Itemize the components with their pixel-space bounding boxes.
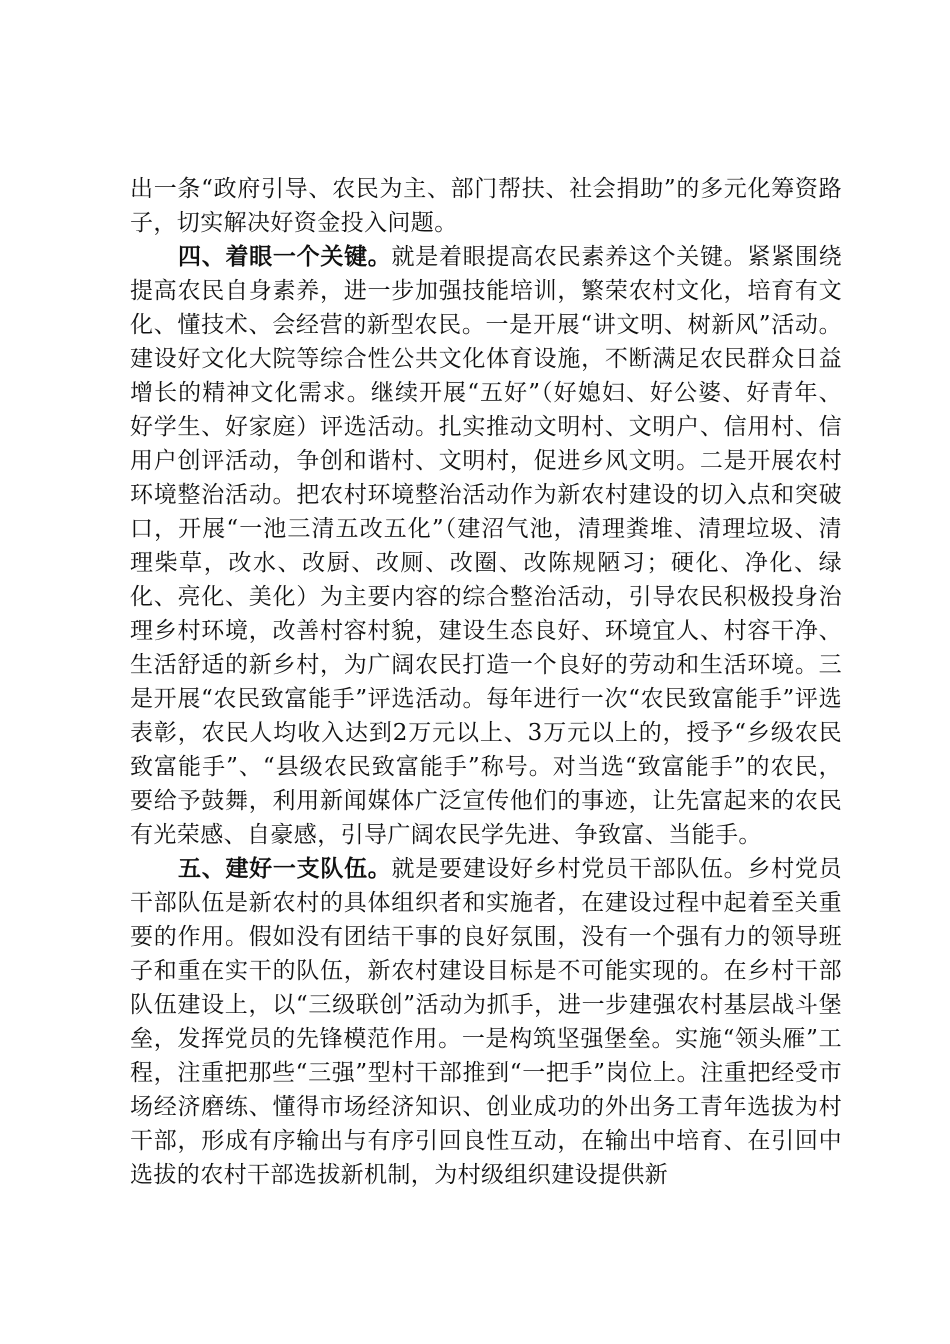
paragraph-section-four — [130, 240, 842, 852]
section-heading-four: 四、着眼一个关键。 — [178, 243, 392, 270]
document-page — [130, 172, 842, 1192]
section-heading-five: 五、建好一支队伍。 — [178, 855, 392, 882]
paragraph-section-five — [130, 852, 842, 1192]
paragraph-continuation — [130, 172, 842, 240]
paragraph-body: 就是要建设好乡村党员干部队伍。乡村党员干部队伍是新农村的具体组织者和实施者，在建设过程中起着至关重要的作用。假如没有团结干事的良好氛围，没有一个强有力的领导班子和重在实干的队伍，新农村建设目标是不可能实现的。在乡村干部队伍建设上，以“三级联创”活动为抓手，进一步建强农村基层战斗堡垒，发挥党员的先锋模范作用。一是构筑坚强堡垒。实施“领头雁”工程，注重把那些“三强”型村干部推到“一把手”岗位上。注重把经受市场经济磨练、懂得市场经济知识、创业成功的外出务工青年选拔为村干部，形成有序输出与有序引回良性互动，在输出中培育、在引回中选拔的农村干部选拔新机制，为村级组织建设提供新 — [130, 856, 842, 1188]
paragraph-body: 出一条“政府引导、农民为主、部门帮扶、社会捐助”的多元化筹资路子，切实解决好资金投入问题。 — [130, 176, 842, 236]
paragraph-body: 就是着眼提高农民素养这个关键。紧紧围绕提高农民自身素养，进一步加强技能培训，繁荣农村文化，培育有文化、懂技术、会经营的新型农民。一是开展“讲文明、树新风”活动。建设好文化大院等综合性公共文化体育设施，不断满足农民群众日益增长的精神文化需求。继续开展“五好”（好媳妇、好公婆、好青年、好学生、好家庭）评选活动。扎实推动文明村、文明户、信用村、信用户创评活动，争创和谐村、文明村，促进乡风文明。二是开展农村环境整治活动。把农村环境整治活动作为新农村建设的切入点和突破口，开展“一池三清五改五化”（建沼气池，清理粪堆、清理垃圾、清理柴草，改水、改厨、改厕、改圈、改陈规陋习；硬化、净化、绿化、亮化、美化）为主要内容的综合整治活动，引导农民积极投身治理乡村环境，改善村容村貌，建设生态良好、环境宜人、村容干净、生活舒适的新乡村，为广阔农民打造一个良好的劳动和生活环境。三是开展“农民致富能手”评选活动。每年进行一次“农民致富能手”评选表彰，农民人均收入达到2万元以上、3万元以上的，授予“乡级农民致富能手”、“县级农民致富能手”称号。对当选“致富能手”的农民，要给予鼓舞，利用新闻媒体广泛宣传他们的事迹，让先富起来的农民有光荣感、自豪感，引导广阔农民学先进、争致富、当能手。 — [130, 244, 842, 848]
